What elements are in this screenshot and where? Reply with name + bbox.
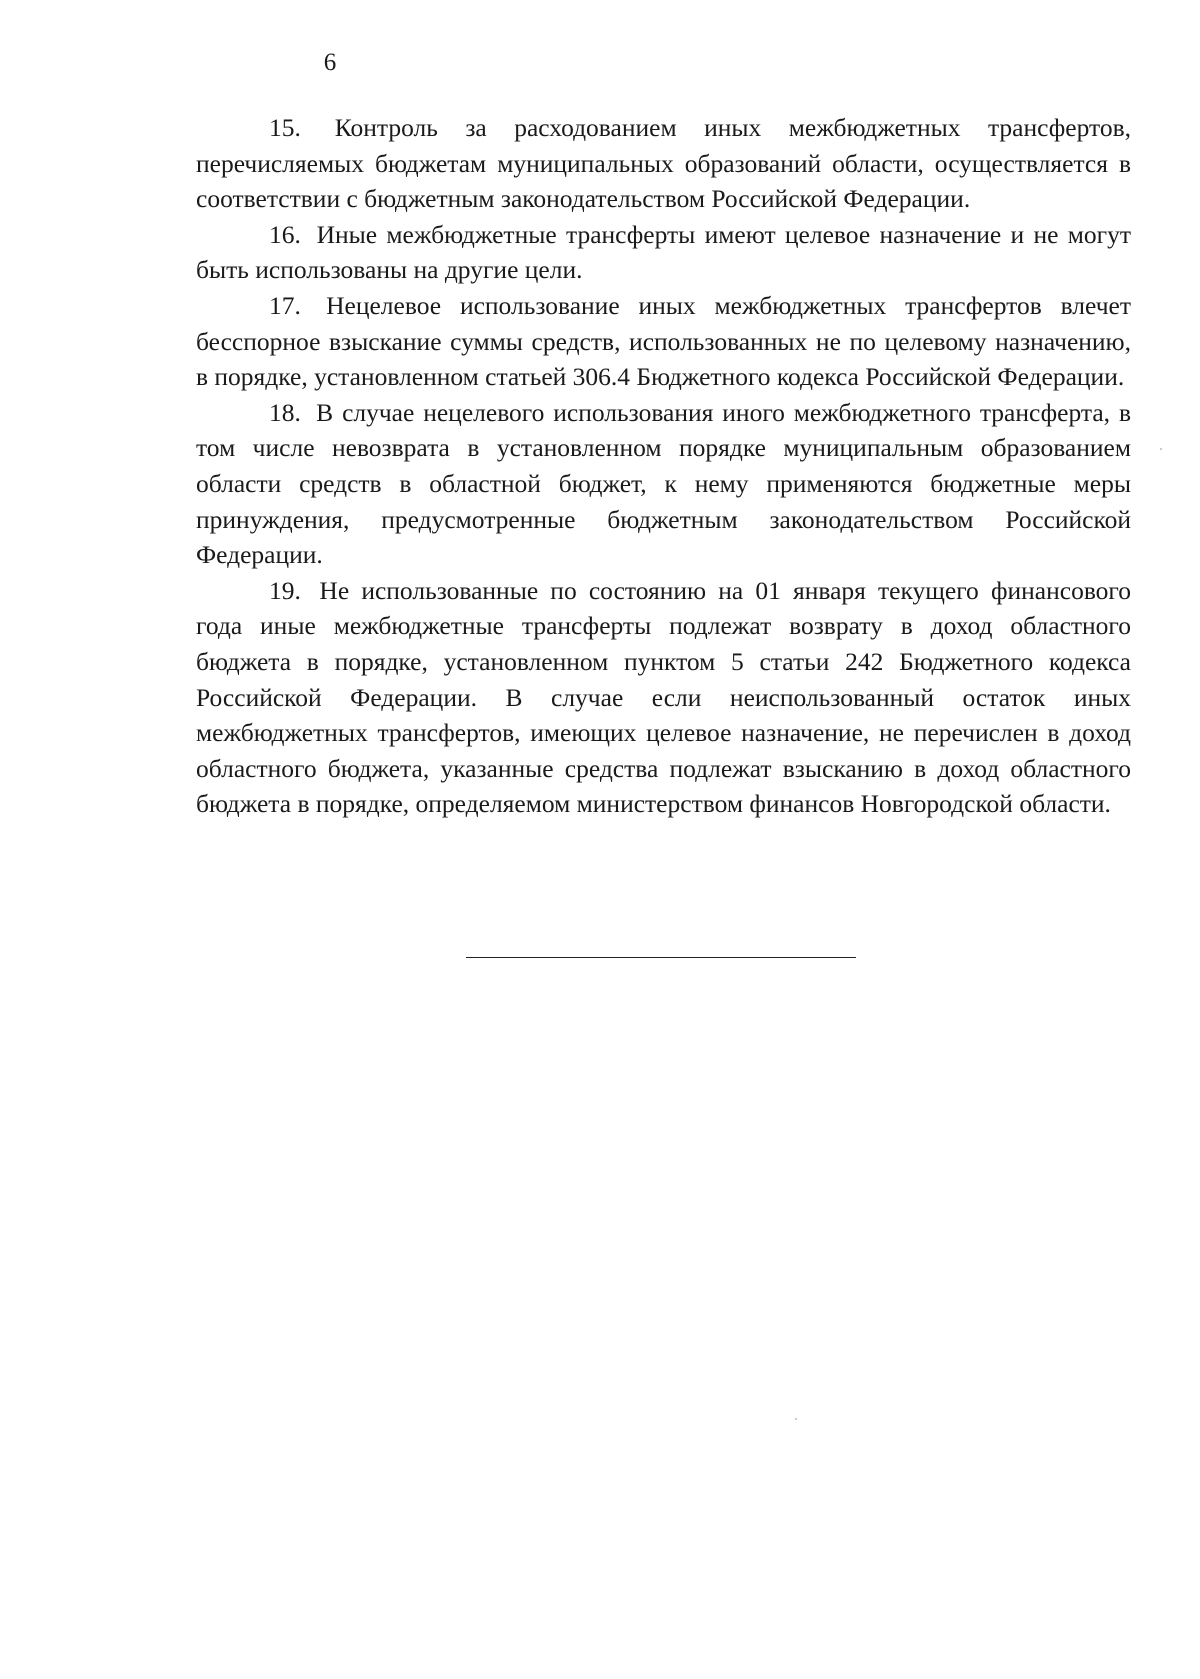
page-number-value: 6 [323,49,337,76]
paragraph-number: 19. [269,575,301,605]
paragraph-text: В случае нецелевого использования иного межбюджетного трансферта, в том числе невозврата в установленном порядке муниципальным образованием области средств в областной бюджет, к нему применяются бюджетные меры принуждения, предусмотренные бюджетным законодательством Российской Федерации. [196,397,1131,570]
paragraph-text: Контроль за расходованием иных межбюджетных трансфертов, перечисляемых бюджетам муниципальных образований области, осуществляется в соответствии с бюджетным законодательством Российской Федерации. [196,113,1131,214]
paragraph-number: 16. [269,219,301,249]
scan-speck [795,1418,797,1420]
page-number [0,48,1200,78]
paragraph-19 [196,573,1131,822]
end-of-document-rule [466,957,856,958]
paragraph-number: 17. [269,290,301,320]
scan-speck [1160,448,1162,450]
paragraph-text: Не использованные по состоянию на 01 января текущего финансового года иные межбюджетные трансферты подлежат возврату в доход областного бюджета в порядке, установленном пунктом 5 статьи 242 Бюджетного кодекса Российской Федерации. В случае если неиспользованный остаток иных межбюджетных трансфертов, имеющих целевое назначение, не перечислен в доход областного бюджета, указанные средства подлежат взысканию в доход областного бюджета в порядке, определяемом министерством финансов Новгородской области. [196,575,1132,819]
paragraph-number: 18. [269,397,301,427]
paragraph-text: Иные межбюджетные трансферты имеют целевое назначение и не могут быть использованы на другие цели. [196,219,1131,285]
paragraph-15 [196,110,1131,217]
paragraph-18 [196,395,1131,573]
paragraph-text: Нецелевое использование иных межбюджетных трансфертов влечет бесспорное взыскание суммы средств, использованных не по целевому назначению, в порядке, установленном статьей 306.4 Бюджетного кодекса Российской Федерации. [196,290,1131,392]
paragraph-16 [196,217,1131,288]
paragraph-17 [196,288,1131,395]
paragraph-number: 15. [269,113,301,142]
document-body [196,110,1131,822]
